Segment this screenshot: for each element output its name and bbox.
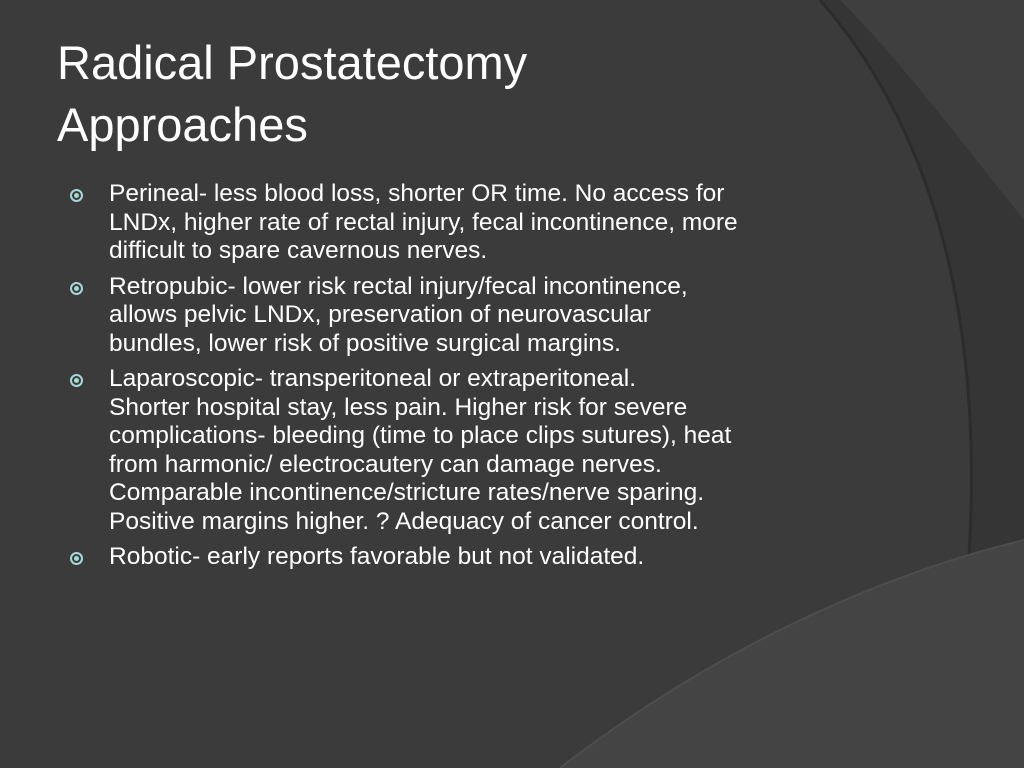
bullet-item-robotic [66, 543, 896, 572]
bullet-line: Perineal- less blood loss, shorter OR time. No access for [109, 180, 725, 207]
bullet-list [66, 180, 896, 579]
bullet-line: complications- bleeding (time to place clips sutures), heat [109, 422, 732, 449]
circle-bullet-icon [70, 552, 83, 565]
slide-title [57, 32, 757, 156]
bullet-item-retropubic [66, 273, 896, 359]
bullet-line: LNDx, higher rate of rectal injury, fecal incontinence, more [109, 208, 738, 236]
bullet-line: Retropubic- lower risk rectal injury/fecal incontinence, [109, 272, 688, 300]
circle-bullet-icon [70, 282, 83, 295]
bullet-line: Positive margins higher. ? Adequacy of cancer control. [109, 507, 699, 535]
bullet-line: difficult to spare cavernous nerves. [109, 237, 488, 264]
slide-title-line: Radical Prostatectomy [57, 36, 528, 89]
bullet-line: Shorter hospital stay, less pain. Higher risk for severe [109, 393, 688, 421]
bullet-line: Robotic- early reports favorable but not validated. [109, 543, 645, 570]
bullet-line: Comparable incontinence/stricture rates/nerve sparing. [109, 479, 705, 506]
circle-bullet-icon [70, 189, 83, 202]
bullet-item-perineal [66, 180, 896, 266]
bullet-line: from harmonic/ electrocautery can damage nerves. [109, 450, 662, 478]
circle-bullet-icon [70, 374, 83, 387]
bullet-item-laparoscopic [66, 365, 896, 536]
slide-title-line: Approaches [57, 98, 308, 151]
bullet-line: Laparoscopic- transperitoneal or extraperitoneal. [109, 365, 637, 392]
bullet-line: allows pelvic LNDx, preservation of neurovascular [109, 301, 651, 328]
bullet-line: bundles, lower risk of positive surgical margins. [109, 329, 621, 357]
